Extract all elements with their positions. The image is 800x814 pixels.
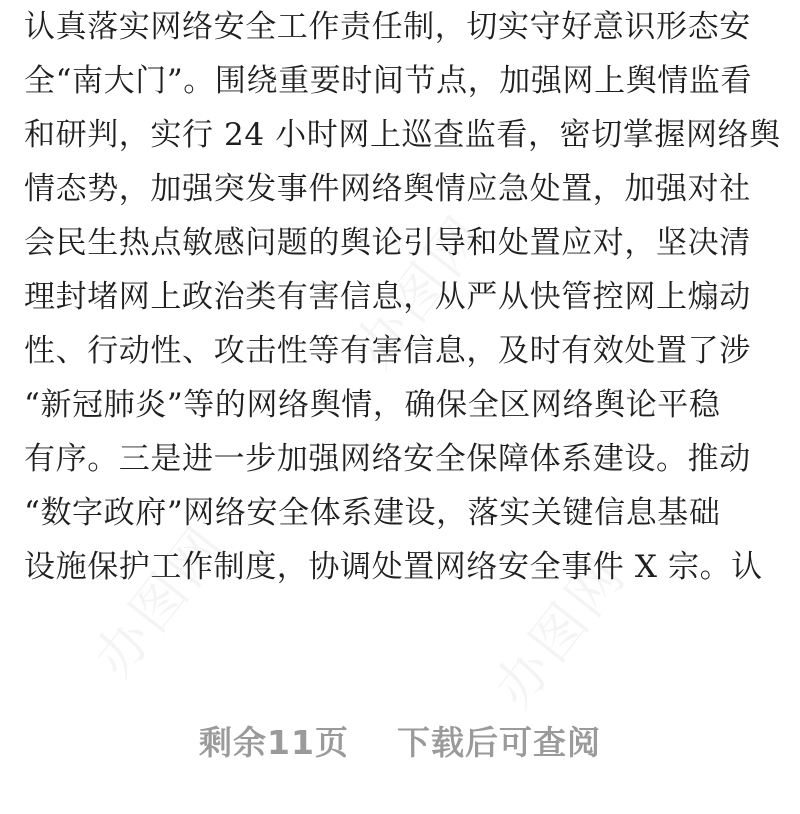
text-line: 全“南大门”。围绕重要时间节点，加强网上舆情监看 [24, 63, 753, 99]
text-line: 设施保护工作制度，协调处置网络安全事件 X 宗。认 [24, 549, 763, 585]
download-prompt-label: 下载后可查阅 [396, 722, 601, 762]
text-line: 有序。三是进一步加强网络安全保障体系建设。推动 [24, 441, 751, 477]
text-line: 认真落实网络安全工作责任制，切实守好意识形态安 [24, 9, 751, 45]
text-line: 性、行动性、攻击性等有害信息，及时有效处置了涉 [24, 333, 751, 369]
text-line: “数字政府”网络安全体系建设，落实关键信息基础 [24, 495, 721, 531]
text-line: 会民生热点敏感问题的舆论引导和处置应对，坚决清 [24, 225, 751, 261]
text-line: “新冠肺炎”等的网络舆情，确保全区网络舆论平稳 [24, 387, 721, 423]
document-body [24, 0, 784, 594]
remaining-pages-label: 剩余11页 [199, 722, 349, 762]
text-line: 理封堵网上政治类有害信息，从严从快管控网上煽动 [24, 279, 751, 315]
text-line: 和研判，实行 24 小时网上巡查监看，密切掌握网络舆 [24, 117, 781, 153]
download-to-read-more-button[interactable] [0, 700, 800, 780]
text-line: 情态势，加强突发事件网络舆情应急处置，加强对社 [24, 171, 751, 207]
